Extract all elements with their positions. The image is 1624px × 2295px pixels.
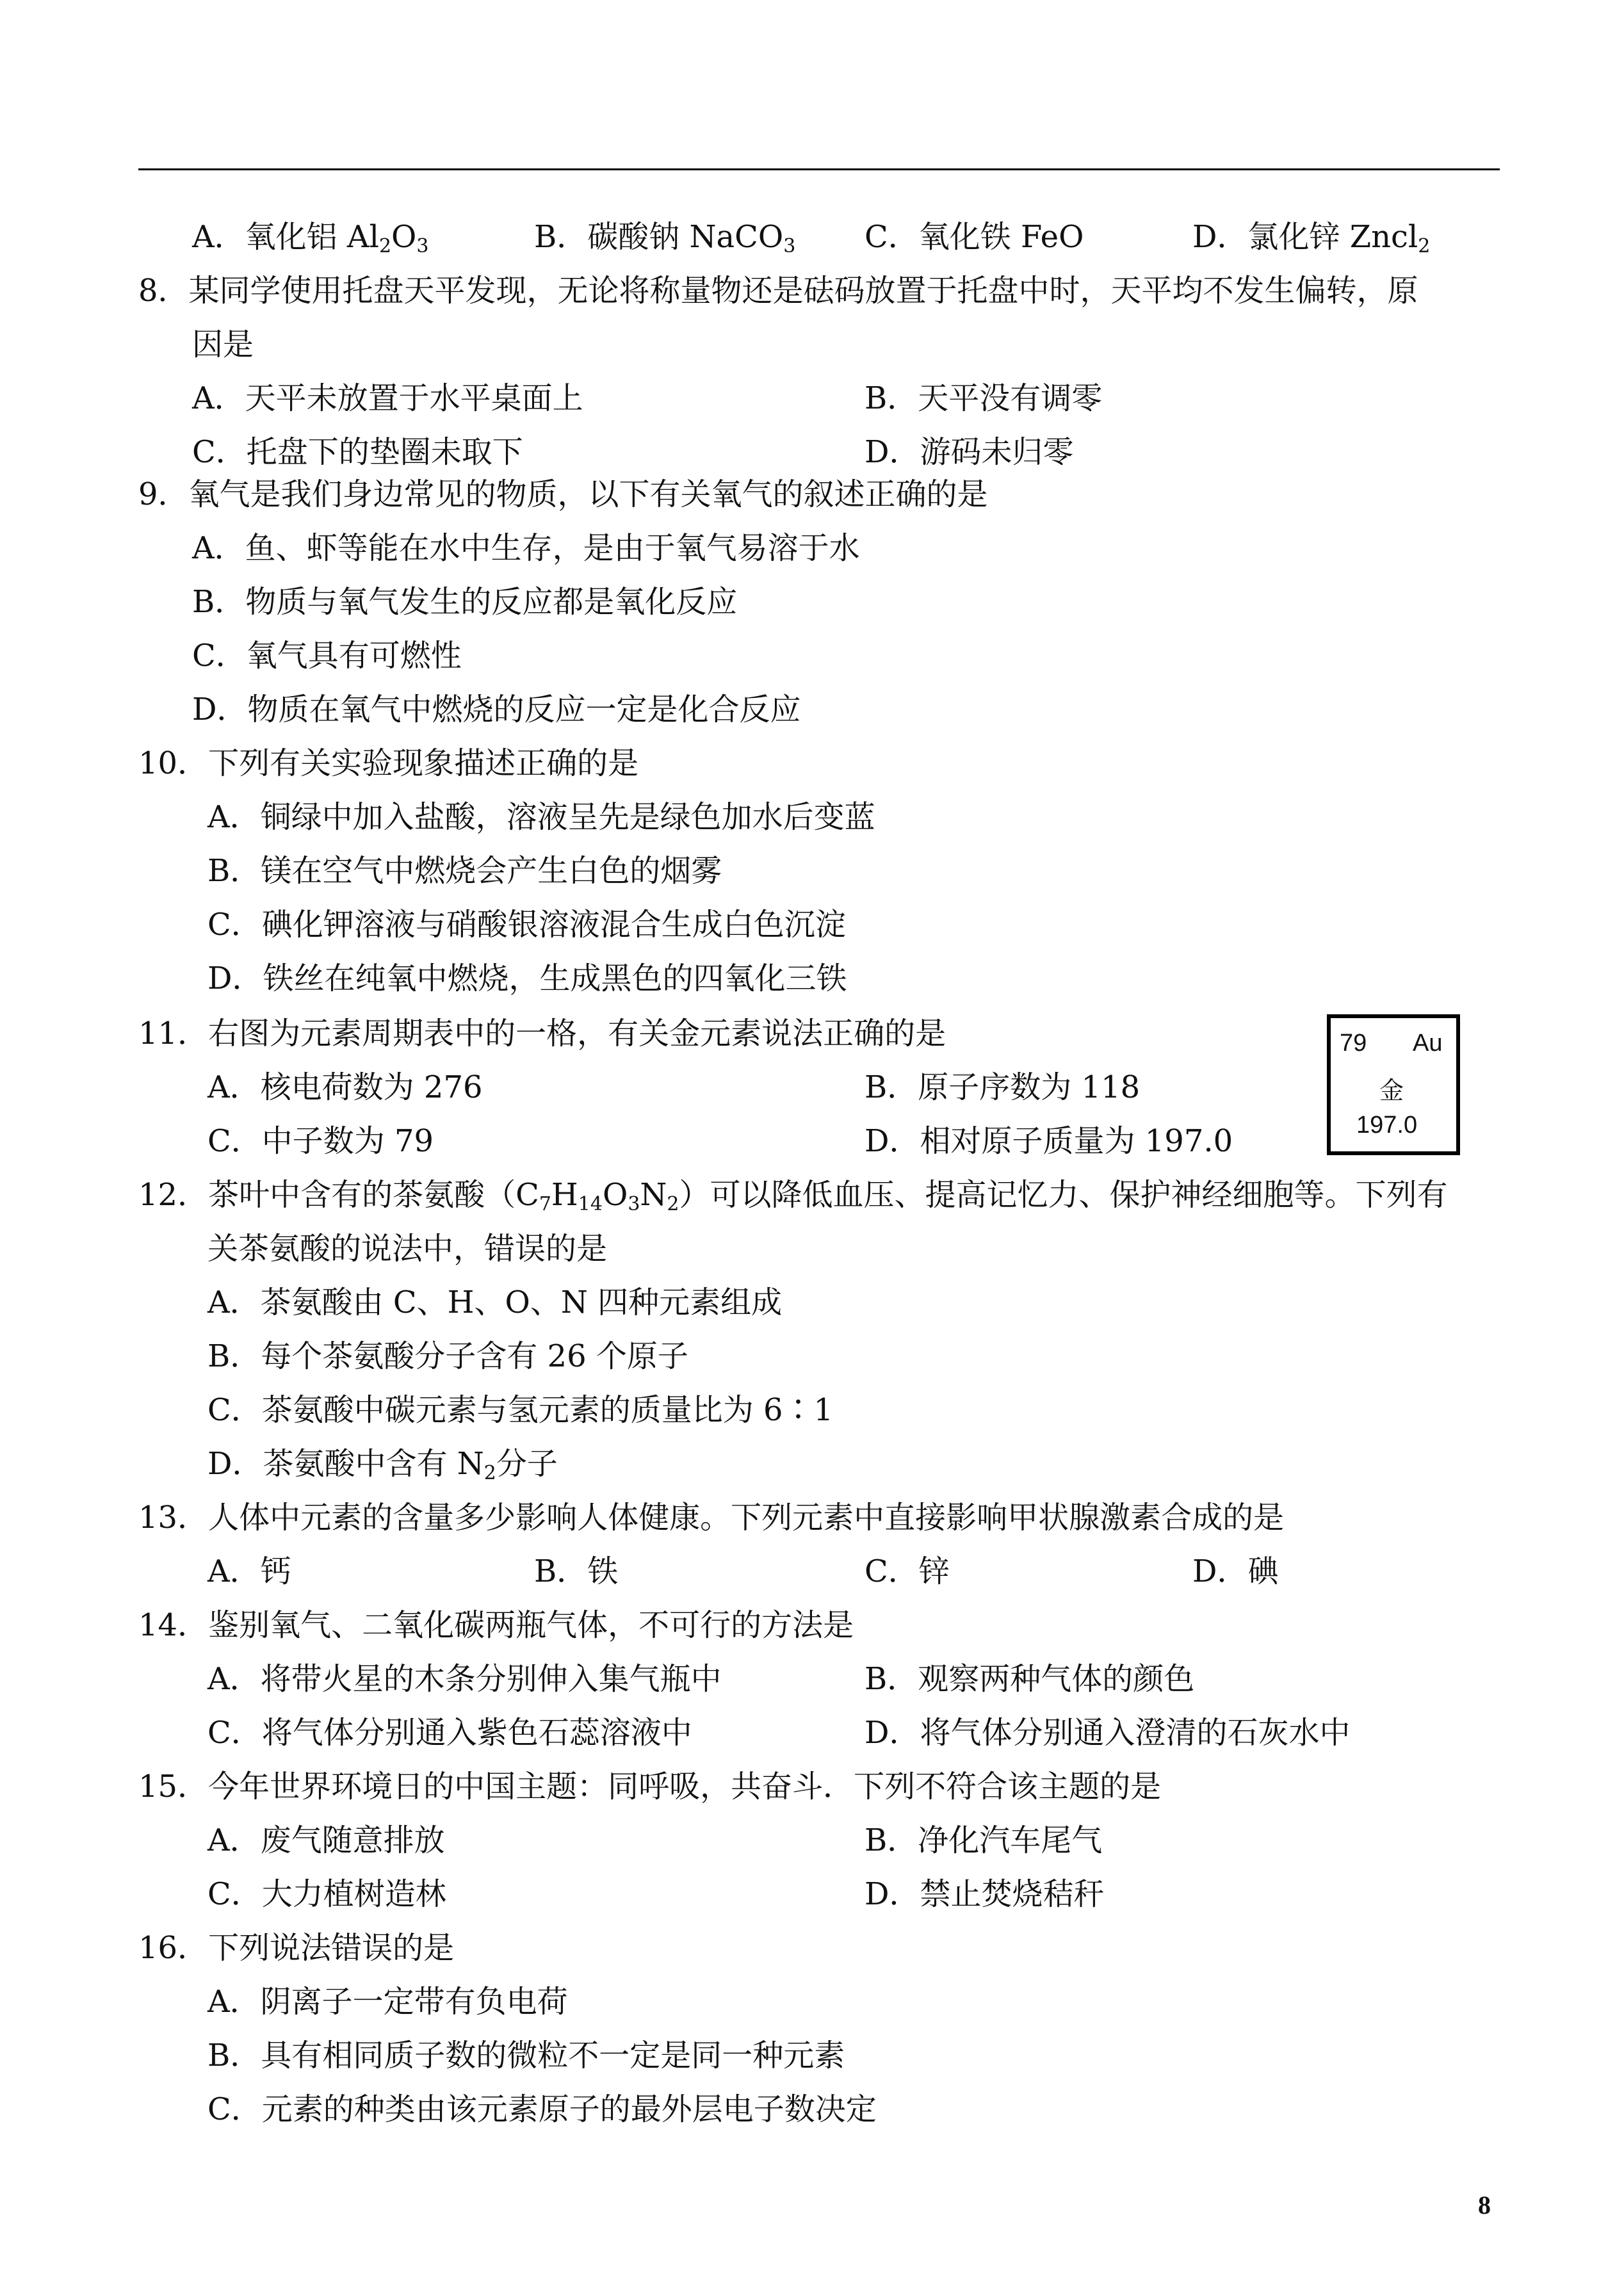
q9-stem: 9．氧气是我们身边常见的物质，以下有关氧气的叙述正确的是 (138, 476, 988, 512)
page-number: 8 (1478, 2191, 1491, 2219)
q14-option-d[interactable]: D．将气体分别通入澄清的石灰水中 (865, 1715, 1351, 1751)
q8-option-c[interactable]: C．托盘下的垫圈未取下 (192, 434, 523, 470)
q7-option-c[interactable]: C．氧化铁 FeO (865, 219, 1084, 255)
q15-option-d[interactable]: D．禁止焚烧秸秆 (865, 1876, 1105, 1912)
q10-option-b[interactable]: B．镁在空气中燃烧会产生白色的烟雾 (207, 853, 722, 889)
q10-stem: 10．下列有关实验现象描述正确的是 (138, 745, 639, 781)
q16-option-a[interactable]: A．阴离子一定带有负电荷 (207, 1984, 568, 2020)
q16-option-c[interactable]: C．元素的种类由该元素原子的最外层电子数决定 (207, 2091, 877, 2127)
q9-option-a[interactable]: A．鱼、虾等能在水中生存，是由于氧气易溶于水 (192, 530, 860, 566)
element-name: 金 (1379, 1076, 1404, 1105)
q15-option-b[interactable]: B．净化汽车尾气 (865, 1822, 1103, 1858)
q15-option-c[interactable]: C．大力植树造林 (207, 1876, 446, 1912)
q14-option-c[interactable]: C．将气体分别通入紫色石蕊溶液中 (207, 1715, 692, 1751)
q14-option-a[interactable]: A．将带火星的木条分别伸入集气瓶中 (207, 1661, 722, 1697)
q12-stem-cont: 关茶氨酸的说法中，错误的是 (207, 1231, 608, 1267)
q11-option-a[interactable]: A．核电荷数为 276 (207, 1069, 483, 1105)
q13-stem: 13．人体中元素的含量多少影响人体健康。下列元素中直接影响甲状腺激素合成的是 (138, 1500, 1285, 1536)
q7-option-b[interactable]: B．碳酸钠 NaCO$_3$ (534, 219, 796, 257)
q15-stem: 15．今年世界环境日的中国主题：同呼吸，共奋斗．下列不符合该主题的是 (138, 1769, 1162, 1804)
q7-option-a[interactable]: A．氧化铝 $Al_2O_3$ (192, 219, 429, 257)
q16-option-b[interactable]: B．具有相同质子数的微粒不一定是同一种元素 (207, 2038, 845, 2073)
q13-option-a[interactable]: A．钙 (207, 1553, 291, 1589)
q13-option-d[interactable]: D．碘 (1192, 1553, 1279, 1589)
q12-option-d[interactable]: D．茶氨酸中含有 $N_2$分子 (207, 1446, 558, 1484)
q12-stem: 12．茶叶中含有的茶氨酸$(C_7H_{14}O_3N_2)$可以降低血压、提高记忆力、保护神经细胞等。下列有 (138, 1177, 1448, 1215)
q11-option-c[interactable]: C．中子数为 79 (207, 1123, 434, 1159)
q13-option-b[interactable]: B．铁 (534, 1553, 619, 1589)
q10-option-c[interactable]: C．碘化钾溶液与硝酸银溶液混合生成白色沉淀 (207, 907, 846, 943)
q10-option-d[interactable]: D．铁丝在纯氧中燃烧，生成黑色的四氧化三铁 (207, 961, 847, 996)
q13-option-c[interactable]: C．锌 (865, 1553, 950, 1589)
q11-option-d[interactable]: D．相对原子质量为 197.0 (865, 1123, 1233, 1159)
q8-option-a[interactable]: A．天平未放置于水平桌面上 (192, 380, 583, 416)
q12-option-b[interactable]: B．每个茶氨酸分子含有 26 个原子 (207, 1338, 688, 1374)
q8-option-d[interactable]: D．游码未归零 (865, 434, 1074, 470)
atomic-number: 79 (1340, 1030, 1367, 1057)
q9-option-b[interactable]: B．物质与氧气发生的反应都是氧化反应 (192, 584, 738, 620)
q12-option-c[interactable]: C．茶氨酸中碳元素与氢元素的质量比为 6∶1 (207, 1392, 834, 1428)
q11-stem: 11．右图为元素周期表中的一格，有关金元素说法正确的是 (138, 1016, 946, 1051)
q8-stem-cont: 因是 (192, 327, 254, 362)
q9-option-d[interactable]: D．物质在氧气中燃烧的反应一定是化合反应 (192, 692, 801, 727)
q16-stem: 16．下列说法错误的是 (138, 1930, 455, 1966)
element-symbol: Au (1413, 1030, 1443, 1057)
q14-option-b[interactable]: B．观察两种气体的颜色 (865, 1661, 1195, 1697)
q14-stem: 14．鉴别氧气、二氧化碳两瓶气体，不可行的方法是 (138, 1607, 854, 1643)
q8-option-b[interactable]: B．天平没有调零 (865, 380, 1103, 416)
q10-option-a[interactable]: A．铜绿中加入盐酸，溶液呈先是绿色加水后变蓝 (207, 799, 875, 835)
atomic-mass: 197.0 (1356, 1112, 1418, 1139)
q8-stem: 8．某同学使用托盘天平发现，无论将称量物还是砝码放置于托盘中时，天平均不发生偏转，原 (138, 273, 1418, 309)
q11-option-b[interactable]: B．原子序数为 118 (865, 1069, 1141, 1105)
q12-option-a[interactable]: A．茶氨酸由 C、H、O、N 四种元素组成 (207, 1285, 783, 1320)
header-rule (138, 168, 1500, 170)
q9-option-c[interactable]: C．氧气具有可燃性 (192, 638, 462, 674)
q7-option-d[interactable]: D．氯化锌 Zncl$_2$ (1192, 219, 1431, 257)
q15-option-a[interactable]: A．废气随意排放 (207, 1822, 445, 1858)
periodic-table-cell (1327, 1014, 1460, 1155)
